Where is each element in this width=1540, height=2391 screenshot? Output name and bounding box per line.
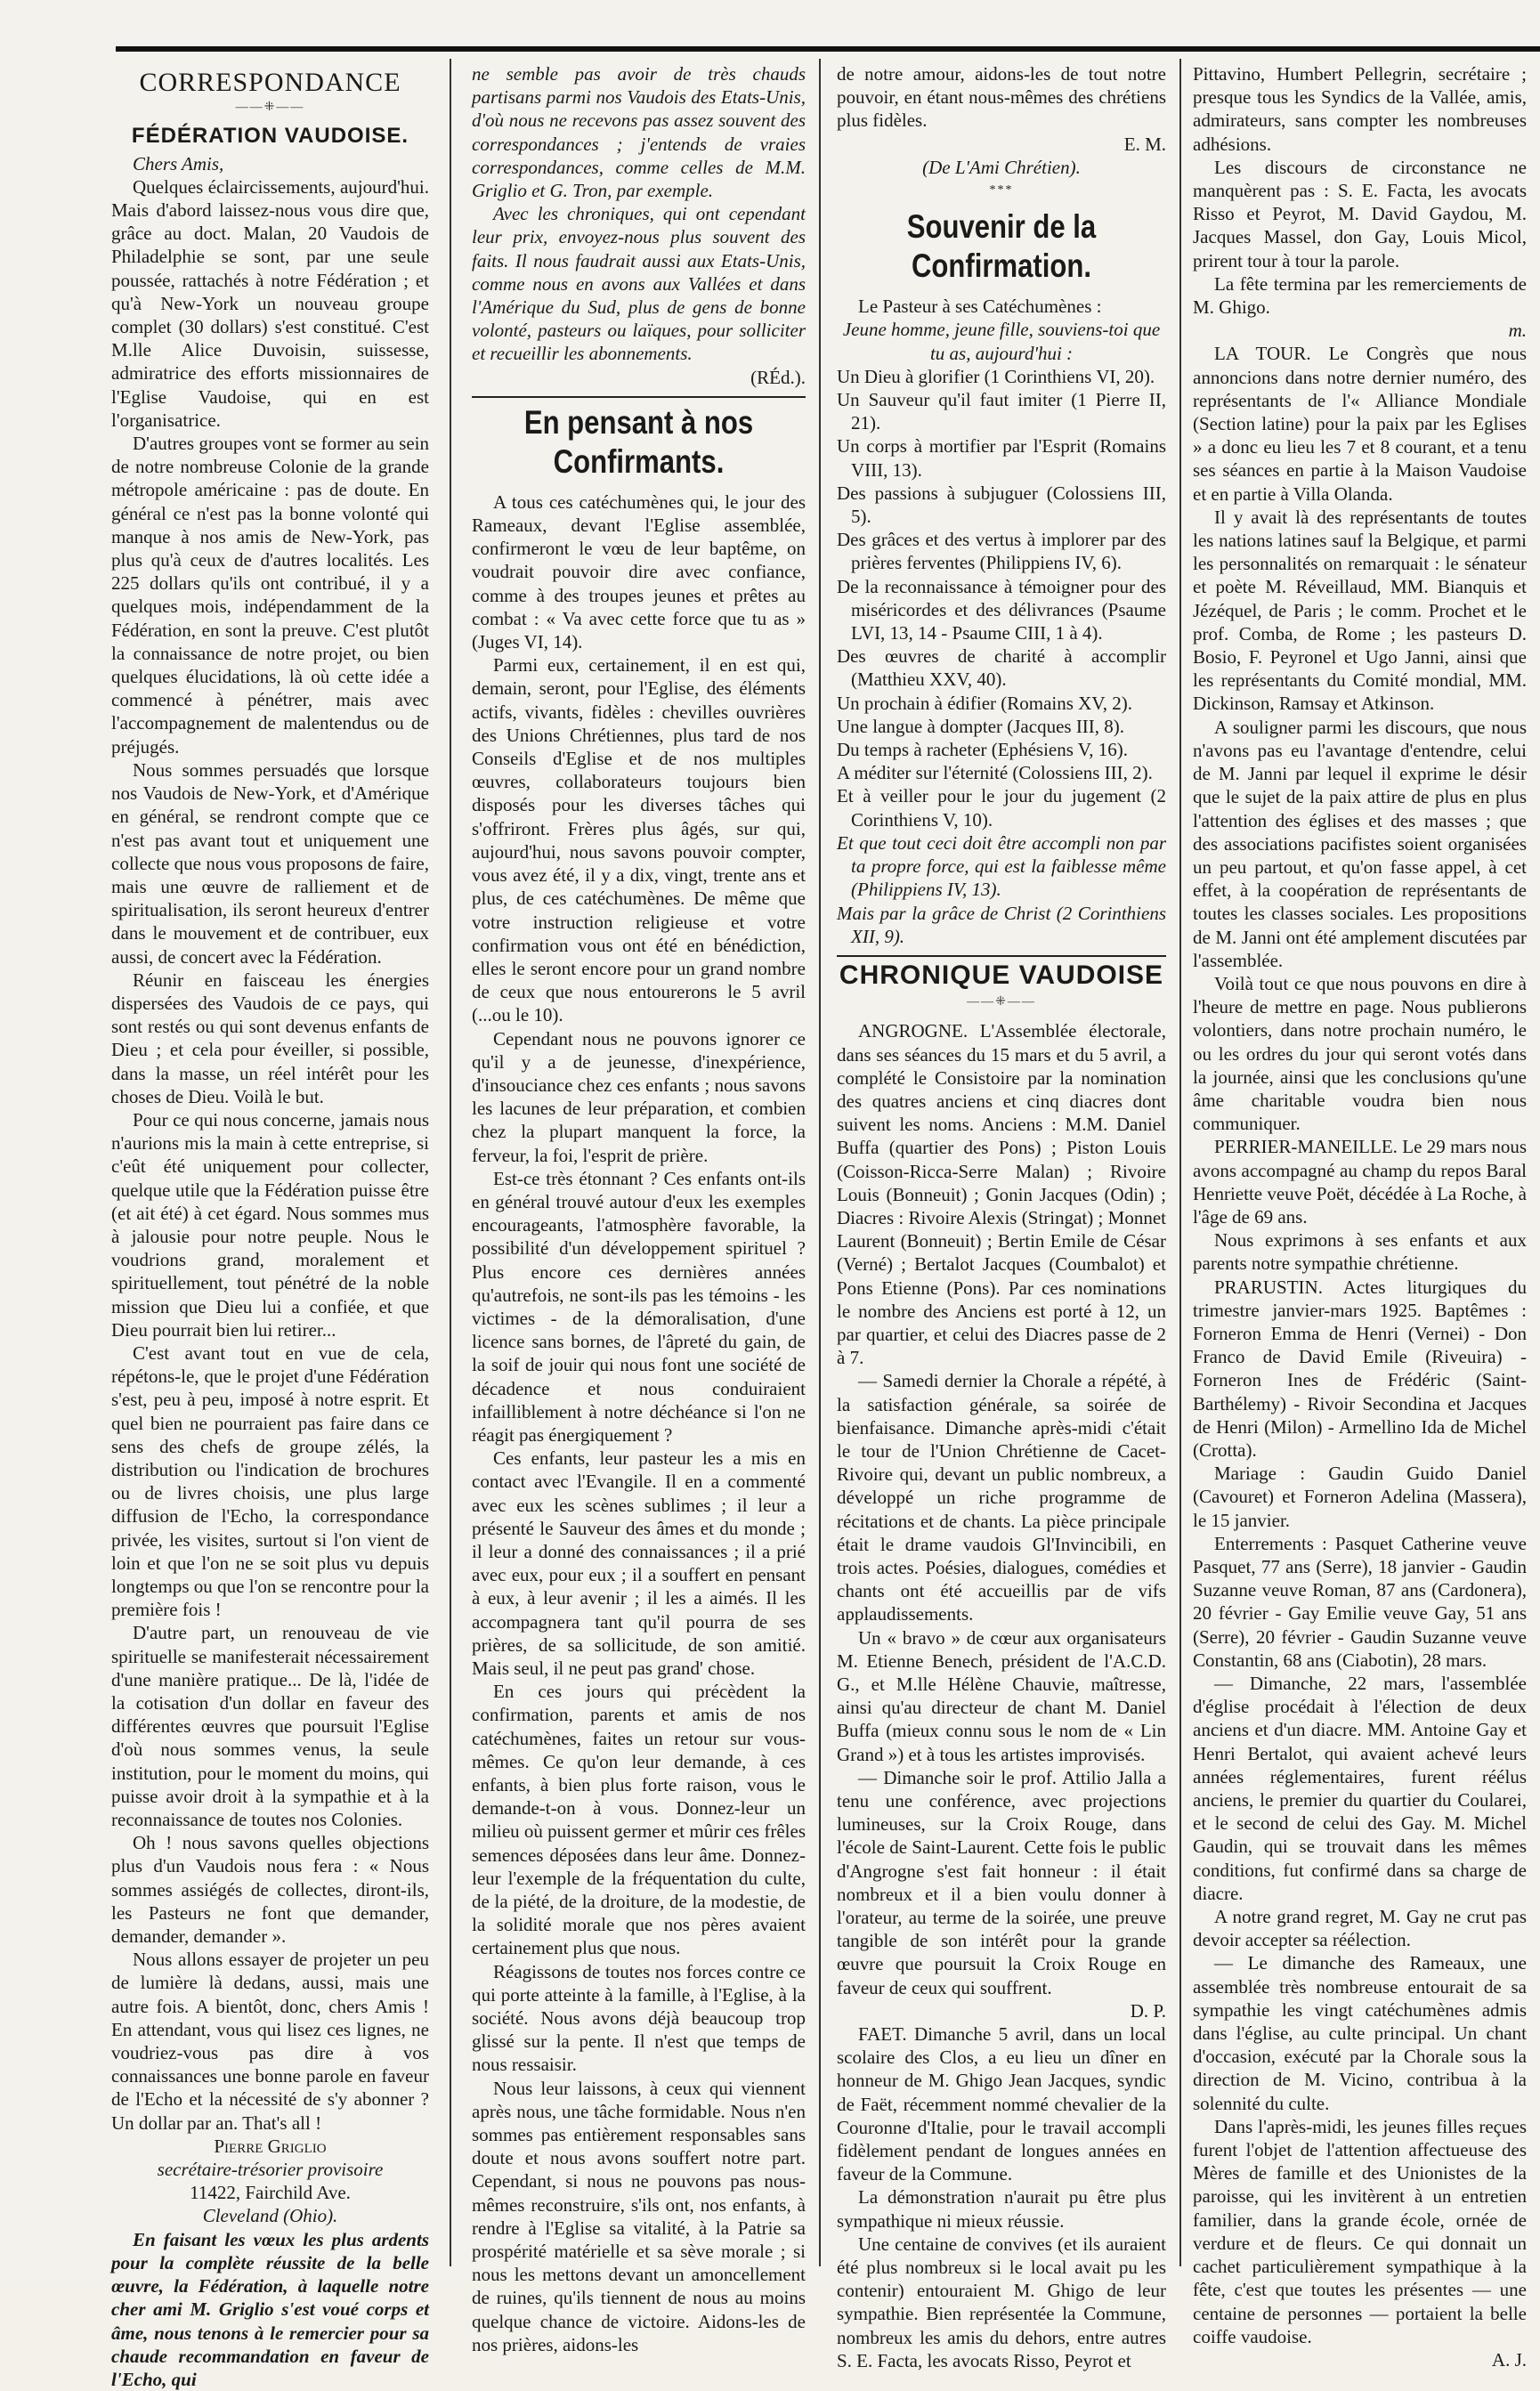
verse-item: Des œuvres de charité à accomplir (Matthieu XXV, 40). [837,645,1166,691]
verse-item: Et que tout ceci doit être accompli non par ta propre force, qui est la faiblesse même (Philippiens IV, 13). [837,831,1166,901]
paragraph: de notre amour, aidons-les de tout notre pouvoir, en étant nous-mêmes des chrétiens plus fidèles. [837,63,1166,132]
paragraph: PRARUSTIN. Actes liturgiques du trimestre janvier-mars 1925. Baptêmes : Forneron Emma de Henri (Vernei) - Don Franco de David Emile (Riveuira) - Forneron Ines de Frédéric (Saint-Barthélemy) - Rivoir Secondina et Jacques de Henri (Milon) - Armellino Ida de Michel (Crotta). [1193,1276,1527,1461]
signature: E. M. [1123,133,1166,155]
paragraph: FAET. Dimanche 5 avril, dans un local scolaire des Clos, a eu lieu un dîner en honneur de M. Ghigo Jean Jacques, syndic de Faët, récemment nommé chevalier de la Couronne d'Italie, pour le travail accompli fidèlement pendant de longues années en faveur de la Commune. [837,2023,1166,2185]
top-rule [116,46,1540,52]
paragraph: Enterrements : Pasquet Catherine veuve Pasquet, 77 ans (Serre), 18 janvier - Gaudin Suzanne veuve Roman, 87 ans (Cardonera), 20 février - Gay Emilie veuve Gay, 51 ans (Serre), 20 février - Gaudin Suzanne veuve Constantin, 68 ans (Ciabotin), 28 mars. [1193,1532,1527,1671]
editor-note: En faisant les vœux les plus ardents pour la complète réussite de la belle œuvre, la Fédération, à laquelle notre cher ami M. Griglio s'est voué corps et âme, nous tenons à le remercier pour sa chaude recommandation en faveur de l'Echo, qui [111,2228,429,2390]
paragraph: Il y avait là des représentants de toutes les nations latines sauf la Belgique, et parmi les personnalités on remarquait : le sénateur et poète M. Réveillaud, MM. Bianquis et Jézéquel, de Paris ; le comm. Prochet et le prof. Comba, de Rome ; les pasteurs D. Bosio, F. Peyronel et Ugo Janni, ainsi que les représentants du Comité mondial, MM. Dickinson, Ramsay et Atkinson. [1193,506,1527,715]
verse-item: Des passions à subjuguer (Colossiens III, 5). [837,482,1166,528]
paragraph: D'autre part, un renouveau de vie spirituelle se manifesterait nécessairement d'une manière pratique... De là, l'idée de la cotisation d'un dollar en faveur des différentes œuvres que poursuit l'Eglise d'où nous sommes venus, la seule institution, pour le moment du moins, qui puisse avoir droit à la sympathie et à la reconnaissance de toutes nos Colonies. [111,1622,429,1831]
ornament: ——⁜—— [967,995,1036,1009]
paragraph: A tous ces catéchumènes qui, le jour des Rameaux, devant l'Eglise assemblée, confirmeront le vœu de leur baptême, on voudrait pouvoir dire avec confiance, comme à des troupes jeunes et prêtes au combat : « Va avec cette force que tu as » (Juges VI, 14). [472,490,806,653]
verse-list [837,365,1166,948]
ornament: ——⁜—— [235,101,305,115]
paragraph: — Dimanche, 22 mars, l'assemblée d'église procédait à l'élection de deux anciens et d'un diacre. MM. Antoine Gay et Henri Bertalot, qui avaient achevé leurs années réglementaires, furent réélus anciens, le premier du quartier du Coularei, et le second de celui des Gay. M. Michel Gaudin, qui se trouvait dans les mêmes conditions, fut confirmé dans sa charge de diacre. [1193,1673,1527,1904]
verse-item: Un prochain à édifier (Romains XV, 2). [837,692,1133,714]
paragraph: PERRIER-MANEILLE. Le 29 mars nous avons accompagné au champ du repos Baral Henriette veuve Poët, décédée à La Roche, à l'âge de 69 ans. [1193,1136,1527,1228]
editor-signature: (RÉd.). [750,366,806,388]
section-rule [472,396,806,398]
column-divider [819,59,821,2266]
intro-italic: Jeune homme, jeune fille, souviens-toi que tu as, aujourd'hui : [842,319,1161,364]
paragraph: Cependant nous ne pouvons ignorer ce qu'il y a de jeunesse, d'inexpérience, d'insouciance chez ces enfants ; nous savons les lacunes de leur préparation, et combien chez la plupart manquent la force, la ferveur, la foi, l'esprit de prière. [472,1027,806,1166]
paragraph: La fête termina par les remerciements de M. Ghigo. [1193,272,1527,319]
paragraph: Nous leur laissons, à ceux qui viennent après nous, une tâche formidable. Nous n'en sommes pas entièrement responsables sans doute et nous avons souffert notre part. Cependant, si nous ne pouvons pas nous-mêmes reconstruire, s'ils ont, nos enfants, à rendre à l'Eglise sa vitalité, à la Patrie sa prospérité matérielle et sa sève morale ; si nous les mettons devant un amoncellement de ruines, qu'ils tiennent de nous au moins quelque chance de victoire. Aidons-les de nos prières, aidons-les [472,2077,806,2355]
paragraph: ANGROGNE. L'Assemblée électorale, dans ses séances du 15 mars et du 5 avril, a complété le Consistoire par la nomination des quatres anciens et cinq diacres dont suivent les noms. Anciens : M.M. Daniel Buffa (quartier des Pons) ; Piston Louis (Coisson-Ricca-Serre Malan) ; Rivoire Louis (Bonneuit) ; Gonin Jacques (Odin) ; Diacres : Rivoire Alexis (Stringat) ; Monnet Laurent (Bonneuit) ; Bertin Emile de César (Verné) ; Bertalot Jacques (Coumbalot) et Pons Etienne (Pons). Par ces nominations le nombre des Anciens est porté à 12, un par quartier, et celui des Diacres passe de 2 à 7. [837,1020,1166,1369]
paragraph: Réunir en faisceau les énergies dispersées des Vaudois de ce pays, qui sont restés ou qui sont devenus enfants de Dieu ; et cela pour éveiller, si possible, dans la masse, un réel intérêt pour les choses de Dieu. Voilà le but. [111,969,429,1107]
paragraph: C'est avant tout en vue de cela, répétons-le, que le projet d'une Fédération s'est, peu à peu, imposé à notre esprit. Et quel bien ne pourraient pas faire dans ce sens des chefs de groupe zélés, la distribution ou l'indication de brochures ou de livres choisis, une plus large diffusion de l'Echo, la correspondance privée, les visites, surtout si l'on vient de loin et que l'on ne se soit plus vu depuis longtemps ou que l'on se rencontre pour la première fois ! [111,1341,429,1621]
column-divider [450,59,451,2266]
verse-item: De la reconnaissance à témoigner pour des miséricordes et des délivrances (Psaume LVI, 13, 14 - Psaume CIII, 1 à 4). [837,575,1166,644]
verse-item: Un Sauveur qu'il faut imiter (1 Pierre II, 21). [837,389,1166,434]
chronique-heading: CHRONIQUE VAUDOISE [839,960,1164,990]
paragraph: Parmi eux, certainement, il en est qui, demain, seront, pour l'Eglise, des éléments actifs, vivants, fidèles : chevilles ouvrières des Unions Chrétiennes, plus tard de nos Conseils d'Eglise et de nos multiples œuvres, collaborateurs toujours bien disposés pour les diverses tâches qui s'offriront. Frères plus âgés, sur qui, aujourd'hui, nous savons pouvoir compter, vous avez été, il y a dix, vingt, trente ans et plus, de ces catéchumènes. De même que votre instruction religieuse et votre confirmation vous ont été en bénédiction, elles le seront encore pour un grand nombre de ceux que nous entourerons le 5 avril (...ou le 10). [472,654,806,1026]
column-1 [111,62,429,2390]
paragraph: La démonstration n'aurait pu être plus sympathique ni mieux réussie. [837,2186,1166,2232]
section-rule [837,955,1166,957]
source: (De L'Ami Chrétien). [922,156,1081,178]
paragraph: Oh ! nous savons quelles objections plus d'un Vaudois nous fera : « Nous sommes assiégés de collectes, diront-ils, les Pasteurs ne font que demander, demander, demander ». [111,1832,429,1948]
paragraph: Nous exprimons à ses enfants et aux parents notre sympathie chrétienne. [1193,1229,1527,1275]
paragraph: Réagissons de toutes nos forces contre ce qui porte atteinte à la famille, à l'Eglise, à la société. Nous avons déjà beaucoup trop glissé sur la pente. Il n'est que temps de nous ressaisir. [472,1960,806,2076]
paragraph: Mariage : Gaudin Guido Daniel (Cavouret) et Forneron Adelina (Massera), le 15 janvier. [1193,1463,1527,1531]
column-divider [1179,59,1181,2266]
paragraph: Nous sommes persuadés que lorsque nos Vaudois de New-York, et d'Amérique en général, se rendront compte que ce n'est pas avant tout et uniquement une collecte que nous vous proposons de faire, mais une œuvre de ralliement et de spiritualisation, ils seront heureux d'entrer dans le mouvement et de contribuer, eux aussi, de concert avec la Fédération. [111,758,429,968]
signature-name: Pierre Griglio [214,2135,327,2157]
paragraph: — Dimanche soir le prof. Attilio Jalla a tenu une conférence, avec projections lumineuses, sur la Croix Rouge, dans l'école de Saint-Laurent. Cette fois le public d'Angrogne s'est fait honneur : il était nombreux et il a bien voulu donner à l'orateur, au terme de la soirée, une preuve tangible de son intérêt pour la grande œuvre que poursuit la Croix Rouge en faveur de ceux qui souffrent. [837,1766,1166,1998]
paragraph: — Samedi dernier la Chorale a répété, à la satisfaction générale, sa soirée de bienfaisance. Dimanche après-midi c'était le tour de l'Union Chrétienne de Cacet-Rivoire qui, devant un public nombreux, a développé un riche programme de récitations et de chants. La pièce principale était le drame vaudois Gl'Invincibili, en trois actes. Poésies, dialogues, comédies et chants ont été accueillis par de vifs applaudissements. [837,1370,1166,1625]
federation-heading: FÉDÉRATION VAUDOISE. [131,124,409,149]
stars-separator: *** [989,183,1014,198]
paragraph: Un « bravo » de cœur aux organisateurs M. Etienne Benech, président de l'A.C.D. G., et M.lle Hélène Chauvie, maîtresse, ainsi qu'au directeur de chant M. Daniel Buffa (mieux connu sous le nom de « Lin Grand ») et à tous les artistes improvisés. [837,1626,1166,1765]
paragraph: Ces enfants, leur pasteur les a mis en contact avec l'Evangile. Il en a commenté avec eux les scènes sublimes ; il leur a présenté le Sauveur des âmes et du monde ; il leur a donné des connaissances ; il a prié avec eux, pour eux ; il a souffert en pensant à eux, à leur avenir ; il les a aimés. Il les accompagnera tant qu'il pourra de ses prières, de sa sollicitude, de son amitié. Mais seul, il ne peut pas grand' chose. [472,1447,806,1679]
paragraph: D'autres groupes vont se former au sein de notre nombreuse Colonie de la grande métropole américaine : pas de doute. En général ce n'est pas la bonne volonté qui manque à nos amis de New-York, pas plus qu'à ceux de d'autres localités. Les 225 dollars qu'ils ont contribué, il y a quelques mois, indépendamment de la Fédération, en sont la preuve. C'est plutôt la connaissance de notre projet, ou bien quelques élucidations, là où cette idée a commencé à pénétrer, mais avec l'accompagnement de malentendus ou de préjugés. [111,433,429,758]
paragraph: Dans l'après-midi, les jeunes filles reçues furent l'objet de l'attention affectueuse des Mères de famille et des Unionistes de la paroisse, qui les invitèrent à un entretien familier, dans la grande école, ornée de verdure et de fleurs. Ce qui donnait un cachet particulièrement sympathique à la fête, c'est que toutes les présentes — une centaine de personnes — portaient la belle coiffe vaudoise. [1193,2115,1527,2347]
intro: Le Pasteur à ses Catéchumènes : [858,296,1102,318]
signature-address: 11422, Fairchild Ave. [190,2182,351,2204]
signature: D. P. [1130,1999,1166,2022]
verse-item: A méditer sur l'éternité (Colossiens III, 2). [837,762,1153,784]
paragraph: Une centaine de convives (et ils auraient été plus nombreux si le local avait pu les contenir) entouraient M. Ghigo de leur sympathie. Bien représentée la Commune, nombreux les amis du dehors, entre autres S. E. Facta, les avocats Risso, Peyrot et [837,2233,1166,2371]
verse-item: Un corps à mortifier par l'Esprit (Romains VIII, 13). [837,435,1166,481]
paragraph: LA TOUR. Le Congrès que nous annoncions dans notre dernier numéro, des représentants de l'« Alliance Mondiale (Section latine) pour la paix par les Eglises » a donc eu lieu les 7 et 8 courant, et a tenu ses séances en partie à la Maison Vaudoise et en partie à Villa Olanda. [1193,343,1527,505]
correspondance-heading: CORRESPONDANCE [139,68,401,97]
verse-item: Mais par la grâce de Christ (2 Corinthiens XII, 9). [837,902,1166,947]
paragraph: Pittavino, Humbert Pellegrin, secrétaire ; presque tous les Syndics de la Vallée, amis, admirateurs, sans compter les nombreuses adhésions. [1193,63,1527,155]
verse-item: Des grâces et des vertus à implorer par des prières ferventes (Philippiens IV, 6). [837,529,1166,574]
signature-city: Cleveland (Ohio). [202,2205,338,2227]
paragraph: Pour ce qui nous concerne, jamais nous n'aurions mis la main à cette entreprise, si c'eût été uniquement pour collecter, quelque utile que la Fédération puisse être (et ait été) à cet égard. Nous sommes mus à jalousie pour notre peuple. Nous le voudrions grand, moralement et spirituellement, tout pénétré de la noble mission que Dieu lui a confiée, et que Dieu pourrait bien lui retirer... [111,1108,429,1341]
souvenir-heading: Souvenir de la Confirmation. [906,208,1097,285]
verse-item: Un Dieu à glorifier (1 Corinthiens VI, 20). [837,365,1155,387]
column-4 [1193,62,1527,2371]
column-3 [837,62,1166,2371]
paragraph: En ces jours qui précèdent la confirmation, parents et amis de nos catéchumènes, faites un retour sur vous-mêmes. Ce qu'on leur demande, à ces enfants, à bien plus forte raison, vous le demande-t-on à vous. Donnez-leur un milieu où puissent germer et mûrir ces frêles semences déposées dans leur âme. Donnez-leur l'exemple de la fréquentation du culte, de la piété, de la droiture, de la modestie, de la solidité morale que nos pères avaient certainement plus que nous. [472,1681,806,1959]
paragraph: Voilà tout ce que nous pouvons en dire à l'heure de mettre en page. Nous publierons volontiers, dans notre prochain numéro, le ou les ordres du jour qui seront votés dans la journée, ainsi que les conclusions qu'une âme charitable voudra bien nous communiquer. [1193,972,1527,1135]
paragraph: Les discours de circonstance ne manquèrent pas : S. E. Facta, les avocats Risso et Peyrot, M. David Gaydou, M. Jacques Massel, don Gay, Louis Micol, prirent tour à tour la parole. [1193,156,1527,272]
signature-title: secrétaire-trésorier provisoire [157,2159,384,2181]
signature: A. J. [1491,2348,1527,2371]
editor-note-continued: ne semble pas avoir de très chauds partisans parmi nos Vaudois des Etats-Unis, d'où nous ne recevons pas assez souvent des correspondances ; j'entends de vraies correspondances, comme celles de M.M. Griglio et G. Tron, par exemple. [472,63,806,202]
paragraph: Quelques éclaircissements, aujourd'hui. Mais d'abord laissez-nous vous dire que, grâce au doct. Malan, 20 Vaudois de Philadelphie se sont, par une seule poussée, rattachés à notre Fédération ; et qu'à New-York un nouveau groupe complet (30 dollars) s'est constitué. C'est M.lle Alice Duvoisin, suissesse, admiratrice des efforts missionnaires de l'Eglise Vaudoise, qui en est l'organisatrice. [111,175,429,431]
column-2 [472,62,806,2355]
signature: m. [1508,320,1527,342]
verse-item: Et à veiller pour le jour du jugement (2 Corinthiens V, 10). [837,785,1166,831]
paragraph: — Le dimanche des Rameaux, une assemblée très nombreuse entourait de sa sympathie les vingt catéchumènes admis dans l'église, au culte principal. Un chant d'occasion, exécuté par la Chorale sous la direction de M. Vicino, contribua à la solennité du culte. [1193,1952,1527,2114]
confirmants-heading: En pensant à nos Confirmants. [523,403,754,480]
verse-item: Du temps à racheter (Ephésiens V, 16). [837,739,1128,761]
paragraph: Nous allons essayer de projeter un peu de lumière là dedans, aussi, mais une autre fois. A bientôt, donc, chers Amis ! En attendant, vous qui lisez ces lignes, ne voudriez-vous pas dire à vos connaissances une bonne parole en faveur de l'Echo et la nécessité de s'y abonner ? Un dollar par an. That's all ! [111,1949,429,2134]
paragraph: A souligner parmi les discours, que nous n'avons pas eu l'avantage d'entendre, celui de M. Janni par lequel il exprime le désir que le sujet de la paix attire de plus en plus l'attention des églises et des masses ; que des associations pacifistes soient organisées un peu partout, et qu'on fasse appel, à cet effet, à la coopération de représentants de toutes les classes sociales. Les propositions de M. Janni ont été amplement discutées par l'assemblée. [1193,716,1527,971]
paragraph: Est-ce très étonnant ? Ces enfants ont-ils en général trouvé autour d'eux les exemples encourageants, l'atmosphère favorable, la possibilité d'un développement spirituel ? Plus encore ces dernières années qu'autrefois, ne sont-ils pas les témoins - les victimes - de la démoralisation, d'une licence sans bornes, de l'âpreté du gain, de la soif de jouir qui nous font une société de décadence et nous conduiraient infailliblement à notre déchéance si l'on ne réagit pas énergiquement ? [472,1167,806,1446]
editor-note-continued: Avec les chroniques, qui ont cependant leur prix, envoyez-nous plus souvent des faits. Il nous faudrait aussi aux Etats-Unis, comme nous en avons aux Vallées et dans l'Amérique du Sud, plus de gens de bonne volonté, pasteurs ou laïques, pour solliciter et recueillir les abonnements. [472,203,806,365]
paragraph: A notre grand regret, M. Gay ne crut pas devoir accepter sa réélection. [1193,1906,1527,1951]
verse-item: Une langue à dompter (Jacques III, 8). [837,715,1125,737]
salutation: Chers Amis, [133,152,224,174]
